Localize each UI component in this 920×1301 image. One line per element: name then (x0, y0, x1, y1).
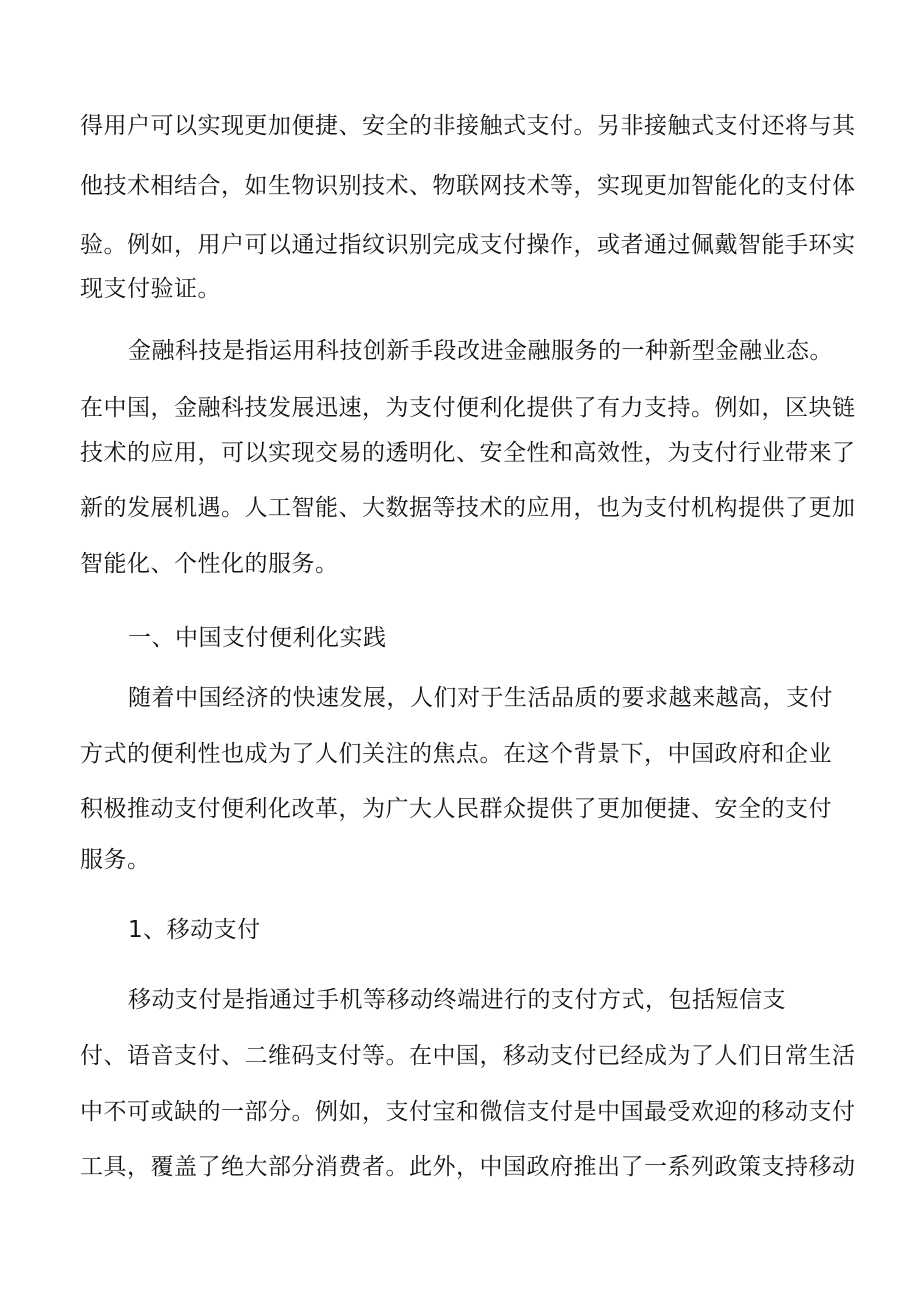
paragraph-2-line-1: 金融科技是指运用科技创新手段改进金融服务的一种新型金融业态。 (128, 338, 833, 364)
paragraph-1-line-2: 他技术相结合，如生物识别技术、物联网技术等，实现更加智能化的支付体 (80, 173, 856, 199)
paragraph-1-line-4: 现支付验证。 (80, 276, 221, 302)
paragraph-2-line-5: 智能化、个性化的服务。 (80, 551, 339, 577)
paragraph-1-line-3: 验。例如，用户可以通过指纹识别完成支付操作，或者通过佩戴智能手环实 (80, 232, 856, 258)
paragraph-2-line-3: 技术的应用，可以实现交易的透明化、安全性和高效性，为支付行业带来了 (80, 440, 856, 466)
paragraph-2-line-2: 在中国，金融科技发展迅速，为支付便利化提供了有力支持。例如，区块链 (80, 395, 856, 421)
subsection-heading: 1、移动支付 (128, 917, 261, 943)
paragraph-2-line-4: 新的发展机遇。人工智能、大数据等技术的应用，也为支付机构提供了更加 (80, 495, 856, 521)
paragraph-4-line-3: 中不可或缺的一部分。例如，支付宝和微信支付是中国最受欢迎的移动支付 (80, 1099, 856, 1125)
paragraph-3-line-3: 积极推动支付便利化改革，为广大人民群众提供了更加便捷、安全的支付 (80, 796, 832, 822)
paragraph-4-line-2: 付、语音支付、二维码支付等。在中国，移动支付已经成为了人们日常生活 (80, 1043, 856, 1069)
paragraph-3-line-1: 随着中国经济的快速发展，人们对于生活品质的要求越来越高，支付 (128, 685, 833, 711)
paragraph-4-line-1: 移动支付是指通过手机等移动终端进行的支付方式，包括短信支 (128, 987, 786, 1013)
paragraph-1-line-1: 得用户可以实现更加便捷、安全的非接触式支付。另非接触式支付还将与其 (80, 113, 856, 139)
section-heading: 一、中国支付便利化实践 (128, 625, 387, 651)
paragraph-3-line-4: 服务。 (80, 847, 151, 873)
paragraph-3-line-2: 方式的便利性也成为了人们关注的焦点。在这个背景下，中国政府和企业 (80, 741, 832, 767)
paragraph-4-line-4: 工具，覆盖了绝大部分消费者。此外，中国政府推出了一系列政策支持移动 (80, 1154, 856, 1180)
